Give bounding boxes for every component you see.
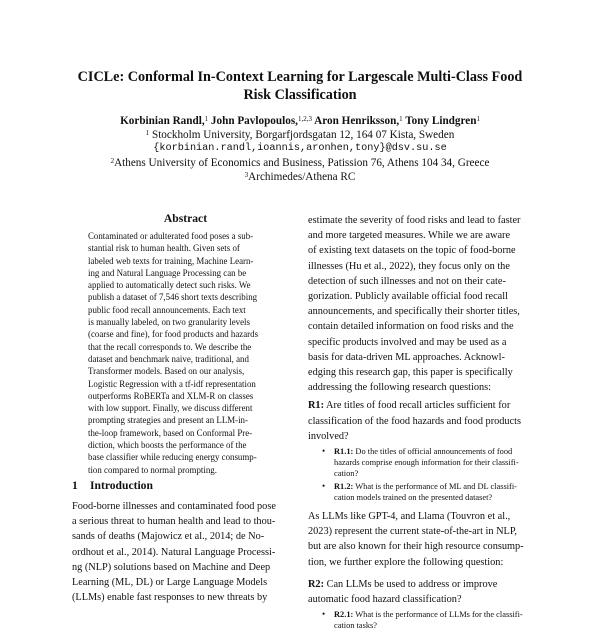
text-line: specific products involved and may be used as a: [308, 336, 507, 348]
author-affil-mark: 1: [204, 115, 209, 123]
text-line: Learning (ML, DL) or Large Language Models: [72, 577, 268, 589]
text-line: sands of deaths (Majowicz et al., 2014; de No-: [72, 531, 265, 543]
subquestion-item: [308, 481, 532, 503]
text-line: basis for data-driven ML approaches. Acknowl-: [308, 351, 505, 363]
author-name: Tony Lindgren: [405, 115, 477, 127]
section-number: 1: [72, 479, 78, 492]
paragraph: [308, 213, 532, 395]
affiliation: $^2$Athens University of Economics and Business, Patission 76, Athens 104 34, Greece: [110, 157, 490, 169]
abstract-heading: Abstract: [163, 212, 208, 225]
text-line: of existing text datasets on the topic of food-borne: [308, 245, 516, 257]
research-question-r2: [308, 577, 532, 607]
text-line: 2023) represent the current state-of-the-art in NLP,: [308, 526, 518, 538]
subquestion-label: R1.1:: [334, 447, 354, 457]
text-line: • R1.1: Do the titles of official announcements of food: [334, 447, 513, 457]
abstract-line: Contaminated or adulterated food poses a sub-: [88, 231, 254, 241]
abstract-line: Transformer models. Based on our analysis,: [88, 366, 245, 377]
affiliation: $^3$Archimedes/Athena RC: [244, 171, 356, 183]
author-emails: {korbinian.randl,ioannis,aronhen,tony}@dsv.su.se: [153, 143, 447, 154]
abstract-line: diction, which boosts the performance of the: [88, 440, 247, 451]
text-line: cation tasks?: [334, 621, 378, 631]
text-line: R2: Can LLMs be used to address or improve: [308, 578, 498, 590]
text-line: a serious threat to human health and lead to thou-: [72, 516, 276, 528]
text-line: contain detailed information on food risks and the: [308, 321, 514, 333]
author-affil-mark: 1: [399, 115, 403, 123]
text-line: hazards comprise enough information for their classifi-: [334, 458, 519, 468]
text-line: cation?: [334, 469, 359, 479]
abstract-line: ing and Natural Language Processing can be: [88, 267, 247, 278]
right-column: [308, 213, 532, 633]
text-line: tion, we further explore the following question:: [308, 556, 504, 568]
abstract-line: labeled web texts for training, Machine Learn-: [88, 255, 254, 266]
abstract-line: dataset and benchmark naive, traditional, and: [88, 353, 249, 364]
text-line: Food-borne illnesses and contaminated food pose: [72, 501, 276, 512]
text-line: classification of the food hazards and food products: [308, 415, 522, 427]
abstract-line: with low support. Finally, we discuss different: [88, 403, 253, 414]
text-line: involved?: [308, 430, 349, 442]
text-line: ordhout et al., 2014). Natural Language Processi-: [72, 546, 276, 558]
abstract-line: tion compared to normal prompting.: [88, 464, 217, 475]
author-block: [40, 114, 560, 184]
subquestion-item: [308, 446, 532, 479]
text-line: announcements, and specifically their shorter titles,: [308, 306, 520, 318]
text-line: (LLMs) enable fast responses to new threats by: [72, 592, 268, 604]
subquestion-list: [308, 609, 532, 631]
text-line: As LLMs like GPT-4, and Llama (Touvron et al.,: [308, 511, 511, 523]
text-line: estimate the severity of food risks and lead to faster: [308, 215, 521, 226]
abstract-body: [88, 230, 284, 476]
title-line: Risk Classification: [243, 87, 357, 103]
text-line: edging this research gap, this paper is specifically: [308, 367, 513, 379]
research-question-r1: [308, 398, 532, 444]
author-name: John Pavlopoulos,: [210, 115, 298, 127]
text-line: R1: Are titles of food recall articles sufficient for: [308, 400, 511, 412]
abstract-line: that the recall corresponds to. We describe the: [88, 341, 252, 352]
author-names: [40, 114, 560, 128]
abstract-line: stantial risk to human health. Given sets of: [88, 243, 240, 254]
rq-label: R1:: [308, 400, 325, 412]
text-line: ng (NLP) solutions based on Machine and Deep: [72, 561, 271, 573]
abstract-line: base classifier while reducing energy consump-: [88, 452, 257, 463]
text-line: cation models trained on the presented dataset?: [334, 493, 493, 503]
subquestion-list: [308, 446, 532, 503]
affiliation: $^1$ Stockholm University, Borgarfjordsgatan 12, 164 07 Kista, Sweden: [145, 129, 455, 141]
title-line: CICLe: Conformal In-Context Learning for Largescale Multi-Class Food: [77, 69, 523, 85]
text-line: • R2.1: What is the performance of LLMs for the classifi-: [334, 610, 523, 620]
text-line: addressing the following research questions:: [308, 382, 492, 394]
paragraph: [308, 509, 532, 570]
text-line: detection of such illnesses and not on their cate-: [308, 275, 506, 287]
abstract-line: applied to automatically detect such risks. We: [88, 280, 251, 291]
author-name: Aron Henriksson,: [314, 115, 400, 127]
text-line: illnesses (Hu et al., 2022), they focus only on the: [308, 260, 510, 272]
abstract-line: public food recall announcements. Each text: [88, 304, 246, 315]
text-line: and more targeted measures. While we are aware: [308, 230, 511, 242]
text-line: gorization. Publicly available official food recall: [308, 291, 508, 303]
paper-title: [40, 68, 560, 104]
author-name: Korbinian Randl,: [120, 115, 205, 127]
subquestion-item: [308, 609, 532, 631]
abstract-line: (coarse and fine), for food products and hazards: [88, 329, 259, 340]
abstract-line: Logistic Regression with a tf-idf representation: [88, 378, 256, 389]
section-title: Introduction: [90, 479, 153, 492]
abstract-line: the-loop framework, based on Conformal Pre-: [88, 427, 253, 438]
abstract-line: publish a dataset of 7,546 short texts describing: [88, 292, 258, 303]
section-heading-introduction: [72, 479, 153, 492]
author-affil-mark: 1,2,3: [297, 115, 312, 123]
abstract-line: is manually labeled, on two granularity levels: [88, 317, 250, 328]
text-line: but are also known for their high resource consump-: [308, 541, 524, 553]
abstract-line: outperforms RoBERTa and XLM-R on classes: [88, 390, 254, 401]
text-line: automatic food hazard classification?: [308, 594, 462, 606]
text-line: • R1.2: What is the performance of ML and DL classifi-: [334, 482, 517, 492]
rq-label: R2:: [308, 578, 325, 590]
introduction-body: [72, 499, 298, 605]
subquestion-label: R2.1:: [334, 610, 354, 620]
abstract-line: prompting strategies and present an LLM-in-: [88, 415, 248, 426]
author-affil-mark: 1: [476, 115, 480, 123]
subquestion-label: R1.2:: [334, 482, 354, 492]
